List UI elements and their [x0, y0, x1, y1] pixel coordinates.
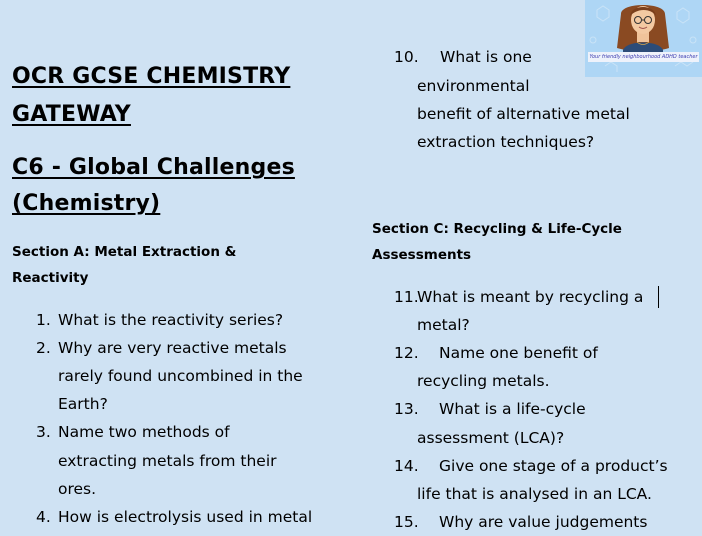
question-text: Why are very reactive metals	[58, 339, 287, 357]
question-number: 2.	[36, 339, 51, 357]
question-text: ores.	[58, 480, 97, 498]
topic-title-line-1: C6 - Global Challenges	[12, 155, 295, 180]
question-number: 14.	[394, 457, 419, 475]
question-text: Earth?	[58, 395, 108, 413]
section-c-heading-line-1: Section C: Recycling & Life-Cycle	[372, 221, 622, 237]
section-a-heading-line-2: Reactivity	[12, 270, 89, 286]
question-number: 15.	[394, 513, 419, 531]
question-text: extracting metals from their	[58, 452, 277, 470]
question-text: rarely found uncombined in the	[58, 367, 303, 385]
teacher-avatar-image	[585, 0, 702, 77]
section-c-heading-line-2: Assessments	[372, 247, 472, 263]
document-title-line-1: OCR GCSE CHEMISTRY	[12, 64, 291, 89]
avatar-caption: Your friendly neighbourhood ADHD teacher	[589, 54, 698, 60]
topic-title-line-2: (Chemistry)	[12, 191, 161, 216]
question-text: Why are value judgements	[439, 513, 648, 531]
question-number: 4.	[36, 508, 51, 526]
question-number: 10.	[394, 48, 419, 66]
question-text: Give one stage of a product’s	[439, 457, 668, 475]
question-text: life that is analysed in an LCA.	[417, 485, 652, 503]
question-number: 1.	[36, 311, 51, 329]
section-a-heading-line-1: Section A: Metal Extraction &	[12, 244, 237, 260]
question-text: extraction techniques?	[417, 133, 595, 151]
question-number: 11.	[394, 288, 419, 306]
document-title-line-2: GATEWAY	[12, 102, 131, 127]
question-text: Name two methods of	[58, 423, 230, 441]
question-text: metal?	[417, 316, 470, 334]
question-text: assessment (LCA)?	[417, 429, 565, 447]
question-text: benefit of alternative metal	[417, 105, 630, 123]
question-text: What is meant by recycling a	[417, 288, 644, 306]
question-text: recycling metals.	[417, 372, 550, 390]
question-text: How is electrolysis used in metal	[58, 508, 313, 526]
question-text: What is a life-cycle	[439, 400, 586, 418]
question-text: What is the reactivity series?	[58, 311, 284, 329]
text-cursor	[658, 286, 659, 308]
question-text: Name one benefit of	[439, 344, 598, 362]
question-number: 13.	[394, 400, 419, 418]
teacher-avatar-icon	[585, 0, 702, 77]
question-text: environmental	[417, 77, 530, 95]
question-text: What is one	[440, 48, 532, 66]
question-number: 3.	[36, 423, 51, 441]
question-number: 12.	[394, 344, 419, 362]
